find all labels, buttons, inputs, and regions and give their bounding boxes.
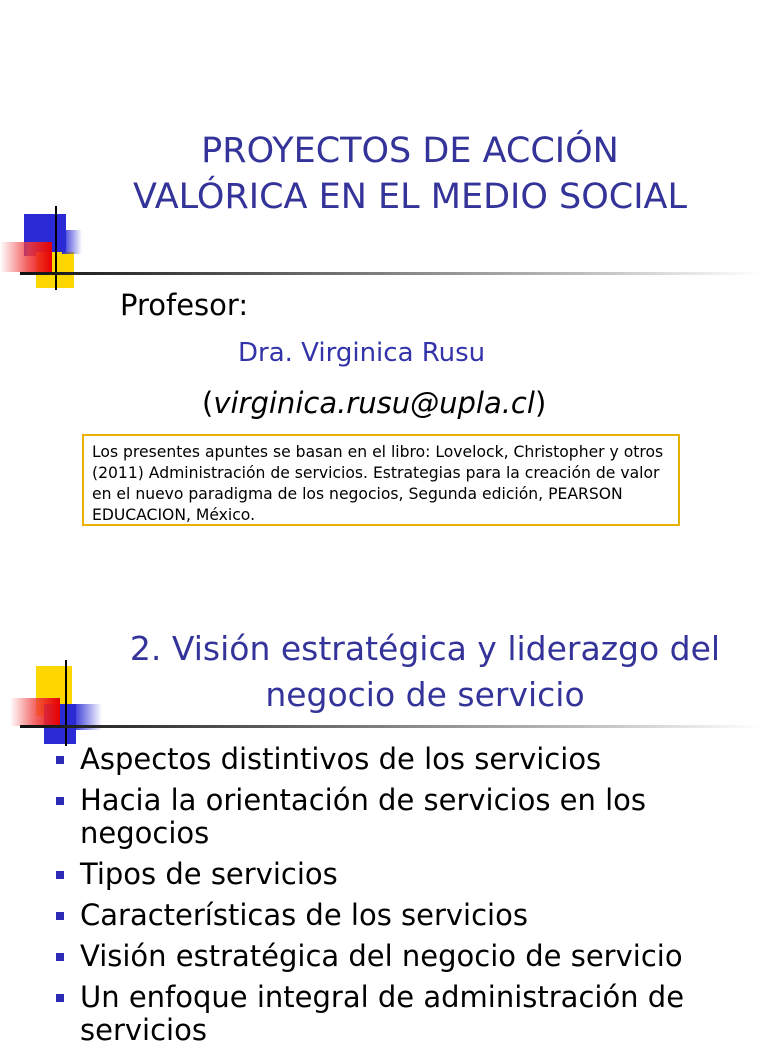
slide-title-line-1: PROYECTOS DE ACCIÓN (201, 131, 619, 171)
list-item-text: Hacia la orientación de servicios en los negocios (80, 783, 647, 850)
square-bullet-icon (56, 871, 64, 879)
slide-title (60, 128, 760, 220)
profesor-email: virginica.rusu@upla.cl (213, 386, 535, 420)
email-open-paren: ( (202, 386, 214, 420)
profesor-name: Dra. Virginica Rusu (238, 338, 486, 368)
title-rule (20, 725, 760, 728)
reference-note: Los presentes apuntes se basan en el libro: Lovelock, Christopher y otros (2011) Administración de servicios. Estrategias para la creación de valor en el nuevo paradigma de los negocios, Segunda edición, PEARSON EDUCACION, México. (82, 434, 680, 526)
list-item (52, 858, 762, 891)
square-bullet-icon (56, 797, 64, 805)
list-item (52, 940, 762, 973)
list-item-text: Un enfoque integral de administración de servicios (80, 980, 685, 1047)
list-item-text: Aspectos distintivos de los servicios (80, 742, 602, 776)
square-bullet-icon (56, 756, 64, 764)
slide-title-line-1: 2. Visión estratégica y liderazgo del (129, 629, 721, 668)
list-item (52, 784, 762, 850)
slide-1 (0, 0, 768, 524)
square-bullet-icon (56, 994, 64, 1002)
slide-title-line-2: negocio de servicio (265, 675, 585, 714)
email-close-paren: ) (534, 386, 547, 420)
profesor-email-line (202, 386, 546, 420)
topic-list (52, 743, 762, 1055)
list-item (52, 743, 762, 776)
list-item-text: Tipos de servicios (80, 857, 338, 891)
slide-title (110, 626, 740, 718)
list-item-text: Características de los servicios (80, 898, 528, 932)
square-bullet-icon (56, 912, 64, 920)
profesor-label: Profesor: (120, 288, 249, 322)
square-bullet-icon (56, 953, 64, 961)
list-item-text: Visión estratégica del negocio de servicio (80, 939, 683, 973)
list-item (52, 899, 762, 932)
title-rule (20, 272, 760, 275)
slide-title-line-2: VALÓRICA EN EL MEDIO SOCIAL (133, 177, 687, 217)
list-item (52, 981, 762, 1047)
